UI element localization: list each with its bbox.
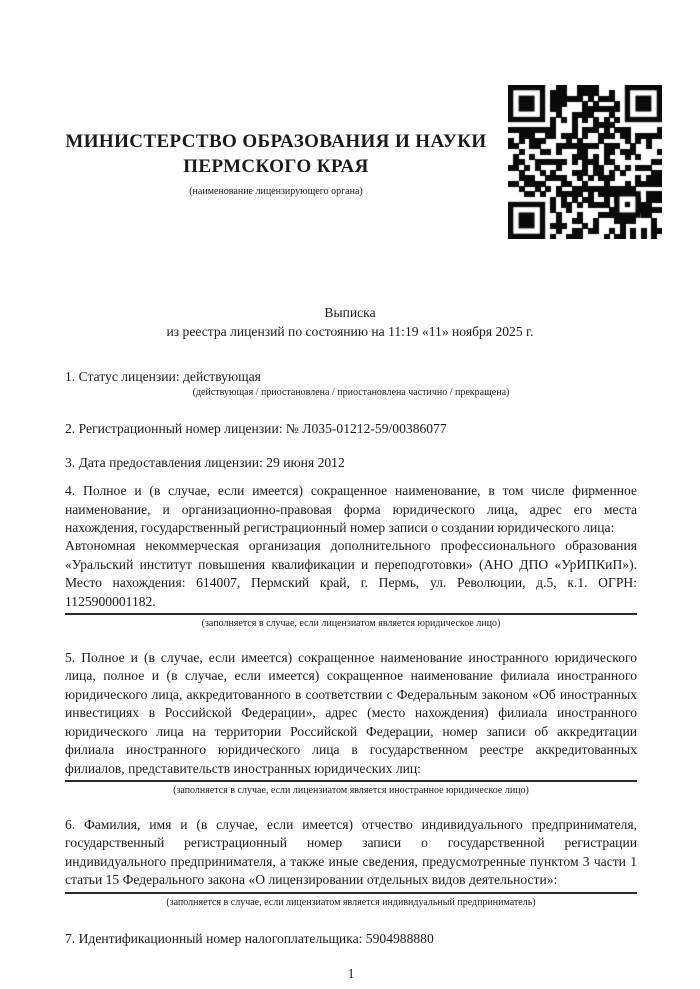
section-registration-number — [65, 420, 637, 438]
legal-entity-label: 4. Полное и (в случае, если имеется) сокращенное наименование, в том числе фирменное наименование, и организационно-правовая форма юридического лица, адрес его места нахождения, государственный регистрационный номер записи о создании юридического лица: — [65, 483, 637, 536]
document-body — [0, 368, 700, 983]
individual-entrepreneur-underline — [65, 892, 637, 894]
license-status-text: 1. Статус лицензии: действующая — [65, 369, 261, 384]
section-individual-entrepreneur — [65, 816, 637, 910]
page-number: 1 — [347, 965, 355, 981]
ministry-name-line2: ПЕРМСКОГО КРАЯ — [183, 156, 369, 177]
section-foreign-entity — [65, 649, 637, 798]
foreign-entity-underline — [65, 780, 637, 782]
individual-entrepreneur-hint: (заполняется в случае, если лицензиатом является индивидуальный предприниматель) — [166, 896, 536, 908]
license-status-hint: (действующая / приостановлена / приостановлена частично / прекращена) — [192, 387, 510, 399]
registration-number-text: 2. Регистрационный номер лицензии: № Л035-01212-59/00386077 — [65, 421, 447, 437]
ministry-name-line1: МИНИСТЕРСТВО ОБРАЗОВАНИЯ И НАУКИ — [65, 131, 487, 152]
section-taxpayer-number — [65, 930, 637, 948]
foreign-entity-label: 5. Полное и (в случае, если имеется) сокращенное наименование иностранного юридического лица, полное и (в случае, если имеется) сокращенное наименование филиала иностранного юридического лица, аккредитованного в соответствии с Федеральным законом «Об иностранных инвестициях в Российской Федерации», адрес (место нахождения) филиала иностранного юридического лица на территории Российской Федерации, номер записи об аккредитации филиала иностранного юридического лица в государственном реестре аккредитованных филиалов, представительств иностранных юридических лиц: — [65, 650, 637, 776]
document-header — [0, 0, 700, 239]
section-legal-entity — [65, 482, 637, 631]
document-title — [0, 303, 700, 341]
authority-caption: (наименование лицензирующего органа) — [189, 186, 363, 197]
licensing-authority-block — [65, 85, 487, 198]
qr-code-icon — [508, 85, 662, 239]
legal-entity-value: Автономная некоммерческая организация дополнительного профессионального образования «Уральский институт повышения квалификации и переподготовки» (АНО ДПО «УрИПКиП»). Место нахождения: 614007, Пермский край, г. Пермь, ул. Революции, д.5, к.1. ОГРН: 1125900001182. — [65, 538, 637, 609]
foreign-entity-hint: (заполняется в случае, если лицензиатом является иностранное юридическое лицо) — [173, 784, 529, 796]
title-line2: из реестра лицензий по состоянию на 11:19 «11» ноября 2025 г. — [166, 324, 534, 339]
individual-entrepreneur-label: 6. Фамилия, имя и (в случае, если имеется) отчество индивидуального предпринимателя, государственный регистрационный номер записи о государственной регистрации индивидуального предпринимателя, а также иные сведения, предусмотренные пунктом 3 части 1 статьи 15 Федерального закона «О лицензировании отдельных видов деятельности»: — [65, 816, 637, 888]
legal-entity-underline — [65, 613, 637, 615]
license-date-text: 3. Дата предоставления лицензии: 29 июня 2012 — [65, 454, 345, 470]
section-license-status — [65, 368, 637, 400]
title-line1: Выписка — [324, 305, 376, 320]
section-license-date — [65, 454, 637, 472]
legal-entity-hint: (заполняется в случае, если лицензиатом является юридическое лицо) — [201, 618, 501, 630]
taxpayer-number-text: 7. Идентификационный номер налогоплательщика: 5904988880 — [65, 930, 434, 946]
